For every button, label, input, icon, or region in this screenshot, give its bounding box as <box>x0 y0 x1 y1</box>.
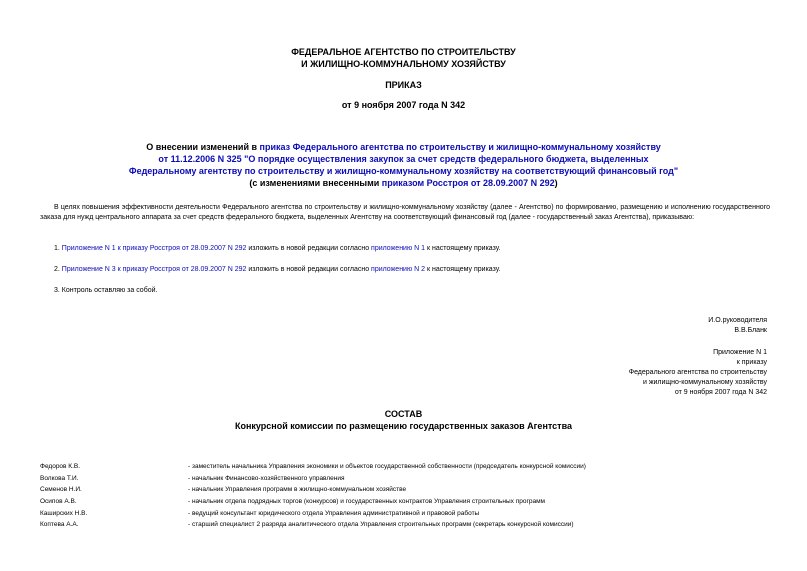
member-name: Осипов А.В. <box>40 498 77 506</box>
member-name: Коптева А.А. <box>40 521 79 529</box>
member-role: - старший специалист 2 разряда аналитического отдела Управления строительных программ (секретарь конкурсной комиссии) <box>188 521 574 529</box>
list-item <box>40 507 780 519</box>
item-1-end: к настоящему приказу. <box>425 245 501 252</box>
order-292-link[interactable]: приказом Росстроя от 28.09.2007 N 292 <box>381 178 555 188</box>
list-item <box>40 473 780 485</box>
member-name: Федоров К.В. <box>40 463 81 471</box>
signature-block <box>708 316 767 336</box>
intro-paragraph: В целях повышения эффективности деятельности Федерального агентства по строительству и жилищно-коммунальному хозяйству (далее - Агентство) по формированию, размещению и исполнению государственного заказа для нужд центрального аппарата за счет средств федерального бюджета, выделенных Агентству на соответствующий финансовый год (далее - государственный заказ Агентства), приказываю: <box>40 204 770 221</box>
list-item <box>40 484 780 496</box>
subject-amend-suffix: ) <box>554 178 558 188</box>
member-role: - ведущий консультант юридического отдела Управления административной и правовой работы <box>188 509 480 517</box>
document-type: ПРИКАЗ <box>385 80 422 90</box>
appendix-line: к приказу <box>736 359 767 366</box>
list-item <box>40 519 780 531</box>
agency-name-line2: И ЖИЛИЩНО-КОММУНАЛЬНОМУ ХОЗЯЙСТВУ <box>301 59 506 69</box>
order-325-link-end[interactable]: Федеральному агентству по строительству и жилищно-коммунальному хозяйству на соответствующий финансовый год" <box>128 166 679 176</box>
signatory-name: В.В.Бланк <box>734 327 767 334</box>
appendix-2-link[interactable]: приложению N 2 <box>371 266 426 273</box>
document-date-number: от 9 ноября 2007 года N 342 <box>341 100 466 110</box>
appendix-1-order-292-link[interactable]: Приложение N 1 к приказу Росстроя от 28.09.2007 N 292 <box>61 245 247 252</box>
subject-line-1 <box>0 141 807 153</box>
appendix-3-order-292-link[interactable]: Приложение N 3 к приказу Росстроя от 28.09.2007 N 292 <box>61 266 247 273</box>
item-1-number: 1. <box>54 245 62 252</box>
signatory-position: И.О.руководителя <box>708 317 767 324</box>
member-role: - начальник отдела подрядных торгов (конкурсов) и государственных контрактов Управления строительных программ <box>188 498 546 506</box>
commission-members-list <box>40 461 780 531</box>
order-325-link-cont[interactable]: от 11.12.2006 N 325 "О порядке осуществления закупок за счет средств федерального бюджета, выделенных <box>158 154 649 164</box>
item-2-number: 2. <box>54 266 62 273</box>
list-item <box>40 461 780 473</box>
appendix-1-link[interactable]: приложению N 1 <box>371 245 426 252</box>
item-2-text: изложить в новой редакции согласно <box>246 266 372 273</box>
member-name: Семенов Н.И. <box>40 486 82 494</box>
member-role: - начальник Управления программ в жилищно-коммунальном хозяйстве <box>188 486 407 494</box>
member-name: Каширских Н.В. <box>40 509 88 517</box>
order-item-1 <box>54 244 784 254</box>
member-role: - начальник Финансово-хозяйственного управления <box>188 474 345 482</box>
order-325-link[interactable]: приказ Федерального агентства по строительству и жилищно-коммунальному хозяйству <box>259 142 661 152</box>
subject-amend-prefix: (с изменениями внесенными <box>249 178 382 188</box>
order-item-3: 3. Контроль оставляю за собой. <box>54 287 158 294</box>
item-1-text: изложить в новой редакции согласно <box>246 245 372 252</box>
subject-line-3 <box>0 165 807 177</box>
member-name: Волкова Т.И. <box>40 474 79 482</box>
appendix-line: и жилищно-коммунальному хозяйству <box>642 379 767 386</box>
appendix-header <box>629 348 767 398</box>
appendix-line: Приложение N 1 <box>713 349 767 356</box>
subject-line-2 <box>0 153 807 165</box>
composition-title: СОСТАВ <box>384 409 423 419</box>
composition-subtitle: Конкурсной комиссии по размещению государственных заказов Агентства <box>234 421 572 431</box>
member-role: - заместитель начальника Управления экономики и объектов государственной собственности (председатель конкурсной комиссии) <box>188 463 586 471</box>
agency-name-line1: ФЕДЕРАЛЬНОЕ АГЕНТСТВО ПО СТРОИТЕЛЬСТВУ <box>291 47 516 57</box>
subject-text: О внесении изменений в <box>146 142 260 152</box>
list-item <box>40 496 780 508</box>
order-item-2 <box>54 265 784 275</box>
subject-line-4 <box>0 177 807 189</box>
appendix-line: Федерального агентства по строительству <box>628 369 767 376</box>
document-subject <box>0 141 807 189</box>
item-2-end: к настоящему приказу. <box>425 266 501 273</box>
appendix-line: от 9 ноября 2007 года N 342 <box>674 389 767 396</box>
